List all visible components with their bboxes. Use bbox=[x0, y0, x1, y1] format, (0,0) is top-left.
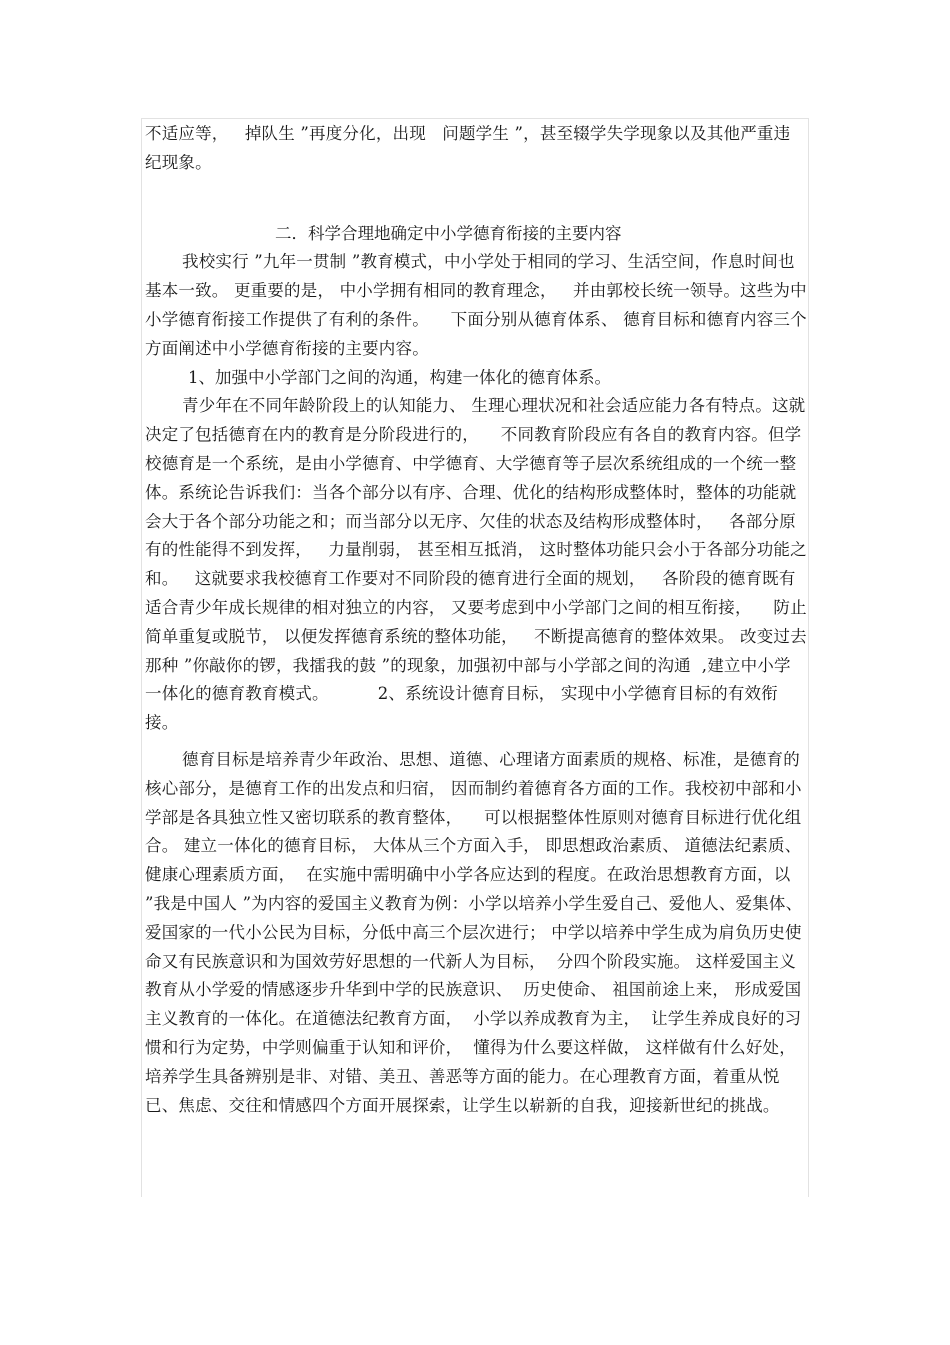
paragraph-spacer bbox=[145, 738, 807, 746]
intro-paragraph: 我校实行 ”九年一贯制 ”教育模式，中小学处于相同的学习、生活空间，作息时间也基本一致。 更重要的是， 中小学拥有相同的教育理念， 并由郭校长统一领导。这些为中小学德育衔接工作提供了有利的条件。 下面分别从德育体系、 德育目标和德育内容三个方面阐述中小学德育衔接的主要内容。 bbox=[145, 252, 807, 358]
opening-paragraph: 不适应等， 掉队生 ”再度分化，出现 问题学生 ”，甚至辍学失学现象以及其他严重违纪现象。 bbox=[145, 124, 791, 172]
document-body bbox=[145, 120, 807, 1120]
item-1-paragraph: 青少年在不同年龄阶段上的认知能力、 生理心理状况和社会适应能力各有特点。这就决定了包括德育在内的教育是分阶段进行的， 不同教育阶段应有各自的教育内容。但学校德育是一个系统，是由小学德育、中学德育、大学德育等子层次系统组成的一个统一整体。系统论告诉我们：当各个部分以有序、合理、优化的结构形成整体时，整体的功能就会大于各个部分功能之和；而当部分以无序、欠佳的状态及结构形成整体时， 各部分原有的性能得不到发挥， 力量削弱， 甚至相互抵消， 这时整体功能只会小于各部分功能之和。 这就要求我校德育工作要对不同阶段的德育进行全面的规划， 各阶段的德育既有适合青少年成长规律的相对独立的内容， 又要考虑到中小学部门之间的相互衔接， 防止简单重复或脱节， 以便发挥德育系统的整体功能， 不断提高德育的整体效果。 改变过去那种 ”你敲你的锣，我擂我的鼓 ”的现象，加强初中部与小学部之间的沟通 ,建立中小学一体化的德育教育模式。 2、系统设计德育目标， 实现中小学德育目标的有效衔接。 bbox=[145, 396, 807, 733]
section-spacer bbox=[145, 178, 807, 220]
item-2-paragraph: 德育目标是培养青少年政治、思想、道德、心理诸方面素质的规格、标准，是德育的核心部分，是德育工作的出发点和归宿， 因而制约着德育各方面的工作。我校初中部和小学部是各具独立性又密切联系的教育整体， 可以根据整体性原则对德育目标进行优化组合。 建立一体化的德育目标， 大体从三个方面入手， 即思想政治素质、 道德法纪素质、 健康心理素质方面， 在实施中需明确中小学各应达到的程度。在政治思想教育方面，以 ”我是中国人 ”为内容的爱国主义教育为例：小学以培养小学生爱自己、爱他人、爱集体、爱国家的一代小公民为目标，分低中高三个层次进行； 中学以培养中学生成为肩负历史使命又有民族意识和为国效劳好思想的一代新人为目标， 分四个阶段实施。 这样爱国主义教育从小学爱的情感逐步升华到中学的民族意识、 历史使命、 祖国前途上来， 形成爱国主义教育的一体化。在道德法纪教育方面， 小学以养成教育为主， 让学生养成良好的习惯和行为定势，中学则偏重于认知和评价， 懂得为什么要这样做， 这样做有什么好处，培养学生具备辨别是非、对错、美丑、善恶等方面的能力。在心理教育方面，着重从悦已、焦虑、交往和情感四个方面开展探索，让学生以崭新的自我，迎接新世纪的挑战。 bbox=[145, 749, 807, 1115]
section-heading: 二．科学合理地确定中小学德育衔接的主要内容 bbox=[275, 223, 622, 243]
item-1-heading: 1、加强中小学部门之间的沟通，构建一体化的德育体系。 bbox=[188, 367, 611, 387]
